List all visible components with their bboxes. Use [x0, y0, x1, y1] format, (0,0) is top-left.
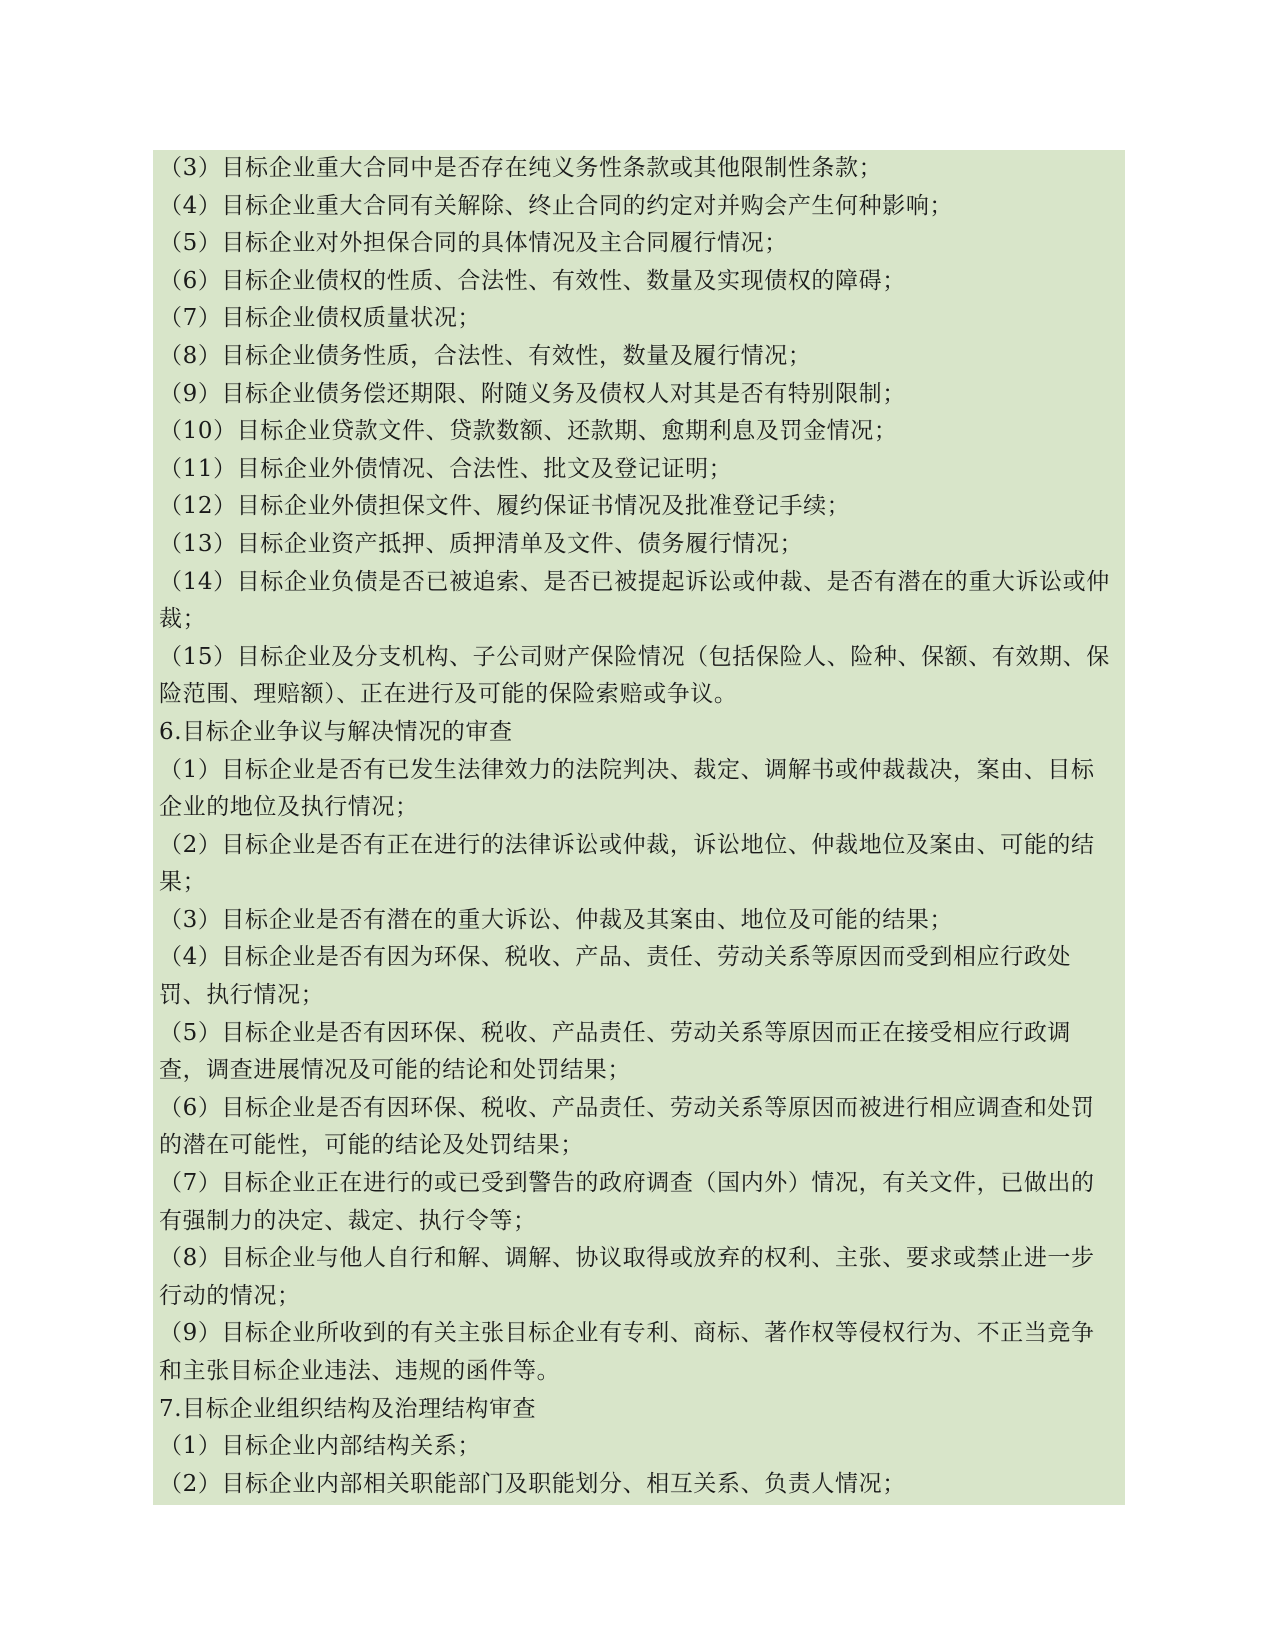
list-item: （1）目标企业是否有已发生法律效力的法院判决、裁定、调解书或仲裁裁决，案由、目标企业的地位及执行情况； — [159, 756, 1095, 821]
list-item: （2）目标企业内部相关职能部门及职能划分、相互关系、负责人情况； — [159, 1470, 906, 1497]
list-item: （6）目标企业是否有因环保、税收、产品责任、劳动关系等原因而被进行相应调查和处罚的潜在可能性，可能的结论及处罚结果； — [159, 1094, 1095, 1159]
section-heading: 7.目标企业组织结构及治理结构审查 — [159, 1395, 537, 1422]
document-text-block — [153, 150, 1125, 1505]
list-item: （7）目标企业正在进行的或已受到警告的政府调查（国内外）情况，有关文件，已做出的有强制力的决定、裁定、执行令等； — [159, 1170, 1095, 1234]
list-item: （9）目标企业所收到的有关主张目标企业有专利、商标、著作权等侵权行为、不正当竞争和主张目标企业违法、违规的函件等。 — [159, 1320, 1095, 1384]
list-item: （10）目标企业贷款文件、贷款数额、还款期、愈期利息及罚金情况； — [159, 418, 898, 445]
list-item: （1）目标企业内部结构关系； — [159, 1433, 482, 1460]
list-item: （15）目标企业及分支机构、子公司财产保险情况（包括保险人、险种、保额、有效期、保险范围、理赔额）、正在进行及可能的保险索赔或争议。 — [159, 643, 1110, 708]
list-item: （7）目标企业债权质量状况； — [159, 305, 482, 332]
list-item: （4）目标企业重大合同有关解除、终止合同的约定对并购会产生何种影响； — [159, 192, 954, 219]
section-heading: 6.目标企业争议与解决情况的审查 — [159, 718, 513, 745]
list-item: （13）目标企业资产抵押、质押清单及文件、债务履行情况； — [159, 530, 804, 557]
list-item: （14）目标企业负债是否已被追索、是否已被提起诉讼或仲裁、是否有潜在的重大诉讼或仲裁； — [159, 568, 1110, 633]
list-item: （3）目标企业是否有潜在的重大诉讼、仲裁及其案由、地位及可能的结果； — [159, 906, 954, 933]
list-item: （9）目标企业债务偿还期限、附随义务及债权人对其是否有特别限制； — [159, 380, 906, 407]
list-item: （4）目标企业是否有因为环保、税收、产品、责任、劳动关系等原因而受到相应行政处罚、执行情况； — [159, 944, 1072, 1009]
list-item: （12）目标企业外债担保文件、履约保证书情况及批准登记手续； — [159, 493, 851, 520]
list-item: （6）目标企业债权的性质、合法性、有效性、数量及实现债权的障碍； — [159, 267, 906, 294]
list-item: （11）目标企业外债情况、合法性、批文及登记证明； — [159, 455, 733, 482]
list-item: （8）目标企业与他人自行和解、调解、协议取得或放弃的权利、主张、要求或禁止进一步行动的情况； — [159, 1245, 1095, 1309]
list-item: （5）目标企业是否有因环保、税收、产品责任、劳动关系等原因而正在接受相应行政调查，调查进展情况及可能的结论和处罚结果； — [159, 1019, 1072, 1084]
list-item: （8）目标企业债务性质，合法性、有效性，数量及履行情况； — [159, 342, 812, 369]
list-item: （5）目标企业对外担保合同的具体情况及主合同履行情况； — [159, 230, 788, 257]
list-item: （3）目标企业重大合同中是否存在纯义务性条款或其他限制性条款； — [159, 155, 883, 181]
list-item: （2）目标企业是否有正在进行的法律诉讼或仲裁，诉讼地位、仲裁地位及案由、可能的结果； — [159, 831, 1095, 896]
